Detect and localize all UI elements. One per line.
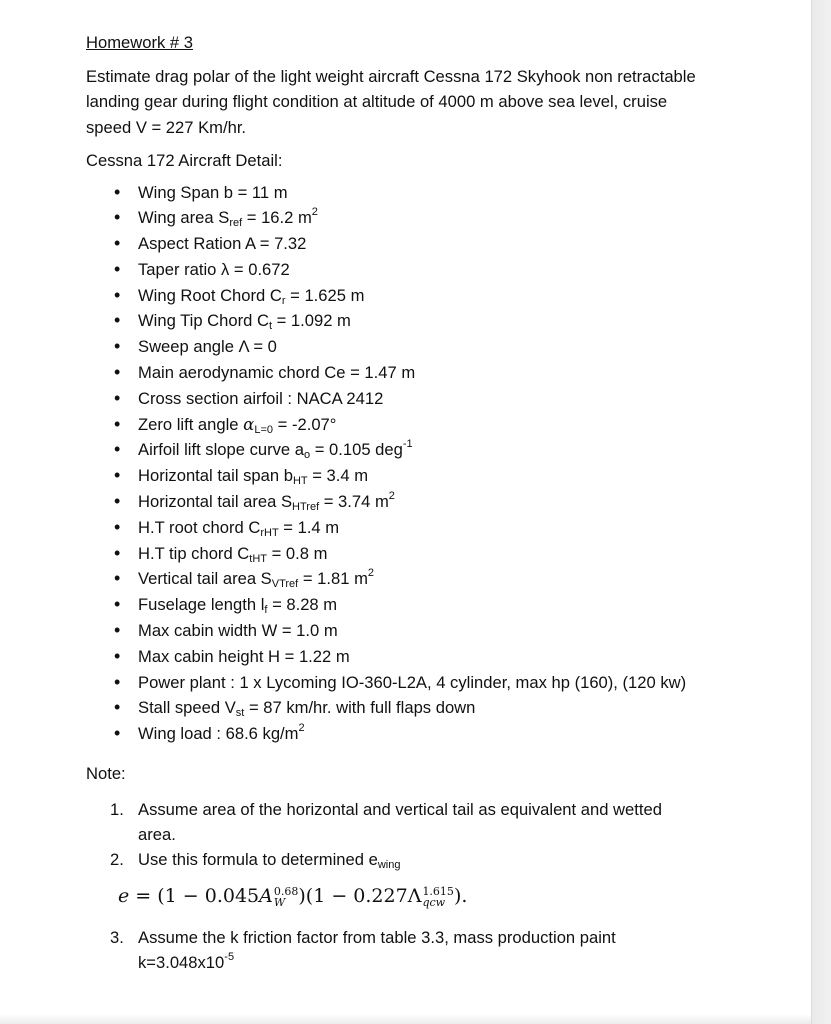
list-item (114, 231, 696, 257)
list-item (114, 283, 696, 309)
list-item (114, 618, 696, 644)
item-text: Wing Root Chord C (138, 285, 282, 305)
document-content (86, 30, 696, 975)
notes-list-continued (110, 925, 696, 975)
list-item (114, 644, 696, 670)
note-sup: -5 (224, 951, 235, 964)
note-text: Assume area of the horizontal and vertical tail as equivalent and wetted area. (138, 799, 662, 844)
alpha-symbol: α (243, 414, 255, 434)
item-sup: -1 (402, 438, 413, 451)
list-item (114, 670, 696, 696)
list-item (114, 205, 696, 231)
list-item (114, 180, 696, 206)
item-sup: 2 (388, 490, 395, 503)
list-item (114, 360, 696, 386)
item-text: = 1.625 m (285, 285, 365, 305)
formula-lambda-indices (422, 886, 454, 908)
item-text: Stall speed V (138, 698, 236, 718)
item-text: Horizontal tail area S (138, 492, 293, 512)
detail-heading: Cessna 172 Aircraft Detail: (86, 151, 283, 170)
item-text: Horizontal tail span b (138, 466, 293, 486)
item-text: = 87 km/hr. with full flaps down (244, 698, 476, 718)
item-sub: HT (292, 475, 308, 488)
item-text: = 1.4 m (278, 517, 340, 537)
formula-a-sub: W (273, 895, 286, 909)
item-text: Wing Tip Chord C (138, 311, 269, 331)
formula-part: )(1 − 0.227 (298, 884, 408, 907)
item-sub: rHT (260, 526, 279, 539)
item-text: Wing Span b = 11 m (138, 182, 288, 202)
formula-part: ). (453, 884, 468, 907)
item-sub: ref (229, 217, 243, 230)
formula-a-indices (274, 886, 299, 908)
list-item (114, 386, 696, 412)
notes-list (110, 797, 696, 872)
item-text: = 16.2 m (242, 208, 312, 228)
intro-paragraph: Estimate drag polar of the light weight aircraft Cessna 172 Skyhook non retractable landing gear during flight condition at altitude of 4000 m above sea level, cruise speed V = 227 Km/hr. (86, 66, 696, 137)
page-title: Homework # 3 (86, 33, 193, 52)
item-text: = 1.092 m (272, 311, 351, 331)
list-item (114, 566, 696, 592)
item-text: Vertical tail area S (138, 569, 272, 589)
list-item (114, 592, 696, 618)
item-text: = 3.4 m (307, 466, 369, 486)
item-text: Wing area S (138, 208, 230, 228)
note-sub: wing (377, 858, 401, 871)
item-sub: r (281, 294, 286, 307)
item-sup: 2 (298, 722, 305, 735)
formula-var-a: A (259, 884, 273, 907)
item-sub: st (235, 707, 245, 720)
item-sub: tHT (249, 552, 268, 565)
item-sup: 2 (311, 206, 318, 219)
note-number: 2. (110, 849, 124, 869)
efficiency-formula (118, 884, 696, 910)
list-item (110, 925, 696, 975)
item-text: = -2.07° (273, 414, 337, 434)
item-sup: 2 (367, 567, 375, 580)
item-text: = 8.28 m (267, 595, 338, 615)
list-item (114, 515, 696, 541)
list-item (114, 695, 696, 721)
item-text: Taper ratio λ = 0.672 (138, 259, 290, 279)
item-text: = 1.81 m (298, 569, 368, 589)
list-item (114, 437, 696, 463)
item-text: H.T root chord C (138, 517, 261, 537)
formula-var-lambda: Λ (407, 884, 422, 907)
list-item (110, 847, 696, 872)
list-item (114, 463, 696, 489)
note-number: 3. (110, 928, 124, 948)
list-item (114, 541, 696, 567)
formula-lambda-sup: 1.615 (422, 884, 454, 898)
item-text: = 0.105 deg (310, 440, 403, 460)
formula-lhs: e (118, 884, 130, 907)
item-text: = 3.74 m (319, 492, 389, 512)
formula-a-sup: 0.68 (273, 884, 299, 898)
formula-part: = (1 − 0.045 (129, 884, 260, 907)
list-item (114, 334, 696, 360)
item-text: Max cabin width W = 1.0 m (138, 621, 338, 641)
item-sub: o (304, 449, 311, 462)
note-heading: Note: (86, 764, 126, 784)
item-text: Cross section airfoil : NACA 2412 (138, 388, 384, 408)
note-text: Use this formula to determined e (138, 849, 378, 869)
item-text: Fuselage length l (138, 595, 265, 615)
item-text: Main aerodynamic chord Ce = 1.47 m (138, 363, 416, 383)
note-text: Assume the k friction factor from table 3.3, mass production paint k=3.048x10 (138, 928, 616, 973)
list-item (110, 797, 696, 847)
item-text: H.T tip chord C (138, 543, 250, 563)
note-number: 1. (110, 799, 124, 819)
item-text: = 0.8 m (267, 543, 328, 563)
list-item (114, 308, 696, 334)
page-bottom-edge (0, 1014, 812, 1024)
item-text: Power plant : 1 x Lycoming IO-360-L2A, 4 cylinder, max hp (160), (120 kw) (138, 672, 687, 692)
list-item (114, 721, 696, 747)
list-item (114, 489, 696, 515)
list-item (114, 412, 696, 438)
item-text: Aspect Ration A = 7.32 (138, 234, 307, 254)
item-sub: f (264, 604, 268, 617)
item-text: Airfoil lift slope curve a (138, 440, 305, 460)
item-sub: VTref (271, 578, 299, 591)
item-text: Max cabin height H = 1.22 m (138, 646, 350, 666)
item-text: Wing load : 68.6 kg/m (138, 724, 299, 744)
list-item (114, 257, 696, 283)
item-text: Sweep angle Λ = 0 (138, 337, 277, 357)
item-sub: t (268, 320, 273, 333)
formula-lambda-sub: qcw (422, 895, 446, 909)
item-text: Zero lift angle (138, 414, 244, 434)
item-sub: HTref (292, 501, 320, 514)
item-sub: L=0 (254, 423, 274, 436)
aircraft-details-list (114, 180, 696, 748)
viewer-side-bar (811, 0, 831, 1024)
